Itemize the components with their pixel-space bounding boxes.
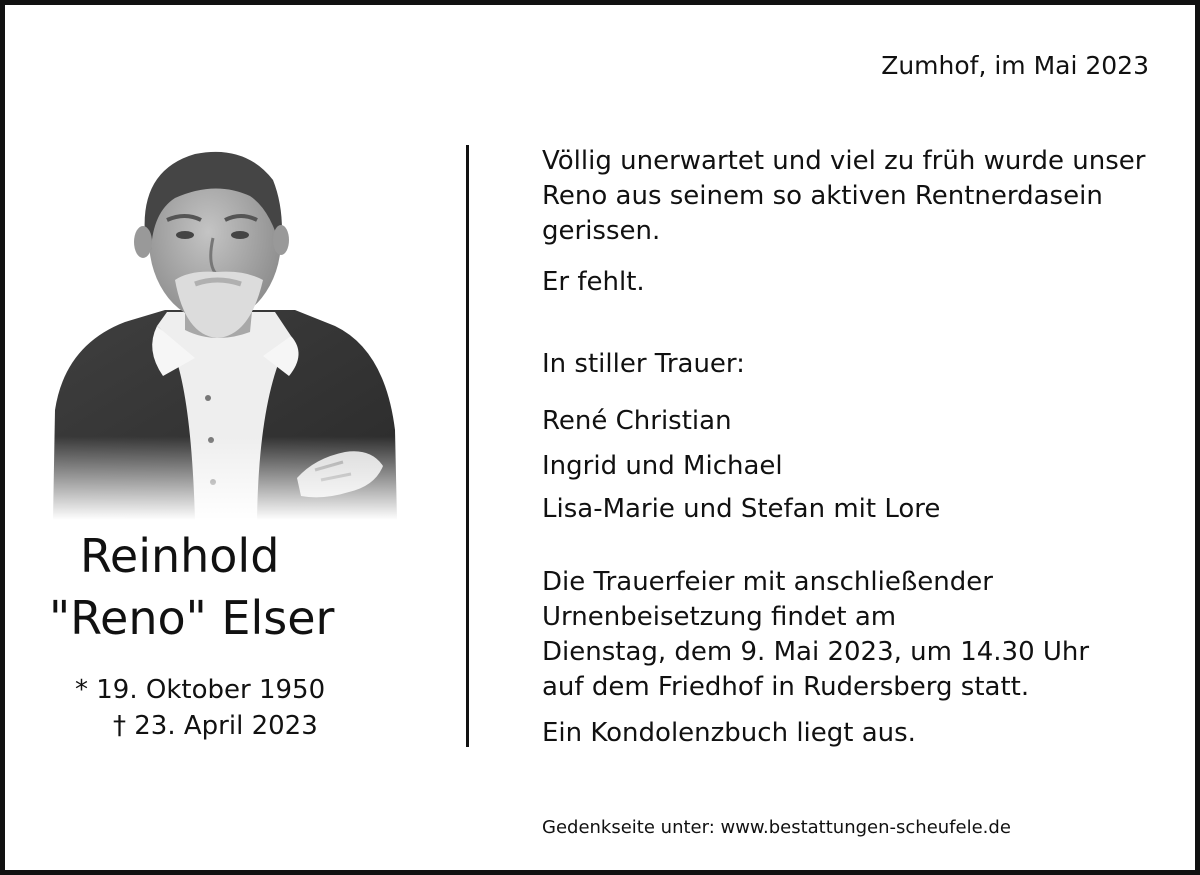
service-line: auf dem Friedhof in Rudersberg statt.	[542, 672, 1030, 702]
mourner-name: Ingrid und Michael	[542, 451, 783, 481]
birth-date: * 19. Oktober 1950	[75, 675, 326, 705]
mourner-name: Lisa-Marie und Stefan mit Lore	[542, 494, 941, 524]
mourner-name: René Christian	[542, 406, 732, 436]
vertical-divider	[466, 145, 469, 747]
death-date: † 23. April 2023	[113, 711, 318, 741]
deceased-name-first: Reinhold	[80, 529, 280, 583]
memorial-page-link[interactable]: Gedenkseite unter: www.bestattungen-scheufele.de	[542, 817, 1011, 838]
service-line: Die Trauerfeier mit anschließender	[542, 567, 993, 597]
portrait-photo	[45, 140, 400, 520]
place-date: Zumhof, im Mai 2023	[881, 51, 1149, 80]
funeral-service-details	[542, 565, 1182, 705]
service-line: Urnenbeisetzung findet am	[542, 602, 897, 632]
missed-line: Er fehlt.	[542, 267, 645, 297]
main-message: Völlig unerwartet und viel zu früh wurde unser Reno aus seinem so aktiven Rentnerdasein gerissen.	[542, 146, 1146, 246]
condolence-book-note: Ein Kondolenzbuch liegt aus.	[542, 718, 916, 748]
service-line: Dienstag, dem 9. Mai 2023, um 14.30 Uhr	[542, 637, 1090, 667]
mourners-heading: In stiller Trauer:	[542, 349, 745, 379]
deceased-name-nickname-last: "Reno" Elser	[49, 591, 335, 645]
